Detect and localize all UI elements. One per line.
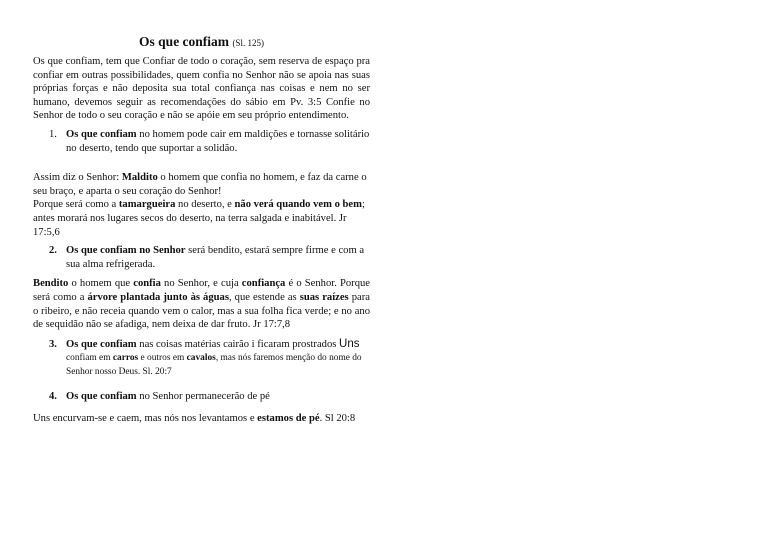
bold-phrase: Os que confiam no Senhor xyxy=(66,245,186,257)
text-run: , que estende as xyxy=(228,291,300,303)
list-number: 2. xyxy=(49,245,57,257)
list-number: 3. xyxy=(49,338,57,350)
bold-run: árvore plantada junto às águas xyxy=(87,291,229,303)
list-text xyxy=(66,338,370,379)
quote-paragraph-2 xyxy=(33,277,370,331)
bold-run: tamargueira xyxy=(118,199,176,211)
text-run: Uns encurvam-se e caem, mas nós nos levantamos e xyxy=(33,413,258,425)
title-reference: (Sl. 125) xyxy=(232,38,264,48)
list-number: 1. xyxy=(49,128,57,140)
text-run: e outros em xyxy=(138,353,187,364)
text-run: no Senhor, e cuja xyxy=(160,278,242,290)
text-run: , mas nós faremos menção do nome do Senhor nosso Deus. Sl. 20:7 xyxy=(66,353,362,377)
list-text xyxy=(66,128,370,155)
bold-phrase: Os que confiam xyxy=(66,128,137,140)
text-column xyxy=(33,34,370,426)
list-item-4 xyxy=(49,390,370,404)
quote-paragraph-1 xyxy=(33,171,370,239)
text-run: o homem que xyxy=(68,278,134,290)
bold-phrase: Os que confiam xyxy=(66,391,137,403)
list-item-1 xyxy=(49,128,370,155)
text-run: confiam em xyxy=(66,353,113,364)
plain-text: no Senhor permanecerão de pé xyxy=(136,391,270,403)
bold-run: Bendito xyxy=(33,278,69,290)
list-item-3 xyxy=(49,338,370,379)
bold-run: confia xyxy=(133,278,161,290)
closing-paragraph xyxy=(33,412,370,426)
text-run: no deserto, e xyxy=(175,199,235,211)
text-run: para o ribeiro, e não receia quando vem o calor, mas a sua folha fica verde; e no ano de sequidão não se afadiga, nem deixa de dar fruto. Jr 17:7,8 xyxy=(33,291,370,331)
small-quote xyxy=(66,353,362,377)
intro-paragraph: Os que confiam, tem que Confiar de todo o coração, sem reserva de espaço pra confiar em outras possibilidades, quem confia no Senhor não se apoia nas suas próprias forças e não deposita sua total confiança nas coisas e nem no ser humano, devemos seguir as recomendações do sábio em Pv. 3:5 Confie no Senhor de todo o seu coração e não se apóie em seu próprio entendimento. xyxy=(33,56,370,122)
list-item-2 xyxy=(49,244,370,271)
plain-text: será bendito, estará sempre firme e com a sua alma refrigerada. xyxy=(66,245,365,270)
plain-text: nas coisas matérias cairão i ficaram prostrados xyxy=(136,338,340,350)
bold-phrase: Os que confiam xyxy=(66,338,137,350)
text-run: Porque será como a xyxy=(33,199,119,211)
text-run: Assim diz o Senhor: xyxy=(33,172,122,184)
text-run: o homem que confia no homem, e faz da carne o seu braço, e aparta o seu coração do Senhor! xyxy=(33,172,367,197)
text-run: . Sl 20:8 xyxy=(319,413,356,425)
bold-run: confiança xyxy=(241,278,286,290)
bold-run: estamos de pé xyxy=(257,413,320,425)
page-title xyxy=(33,34,370,51)
list-number: 4. xyxy=(49,391,57,403)
list-text xyxy=(66,390,370,404)
text-run: é o Senhor. Porque será como a xyxy=(33,278,370,303)
bold-run: não verá quando vem o bem xyxy=(234,199,362,211)
plain-text: no homem pode cair em maldições e tornasse solitário no deserto, tendo que suportar a solidão. xyxy=(66,128,370,154)
sans-word: Uns xyxy=(339,337,360,350)
title-main: Os que confiam xyxy=(139,34,230,49)
list-text xyxy=(66,244,370,271)
text-run: ; antes morará nos lugares secos do deserto, na terra salgada e inabitável. Jr 17:5,6 xyxy=(33,199,365,238)
bold-run: cavalos xyxy=(186,353,216,364)
bold-run: carros xyxy=(112,353,139,364)
bold-run: Maldito xyxy=(121,172,158,184)
bold-run: suas raízes xyxy=(299,291,349,303)
